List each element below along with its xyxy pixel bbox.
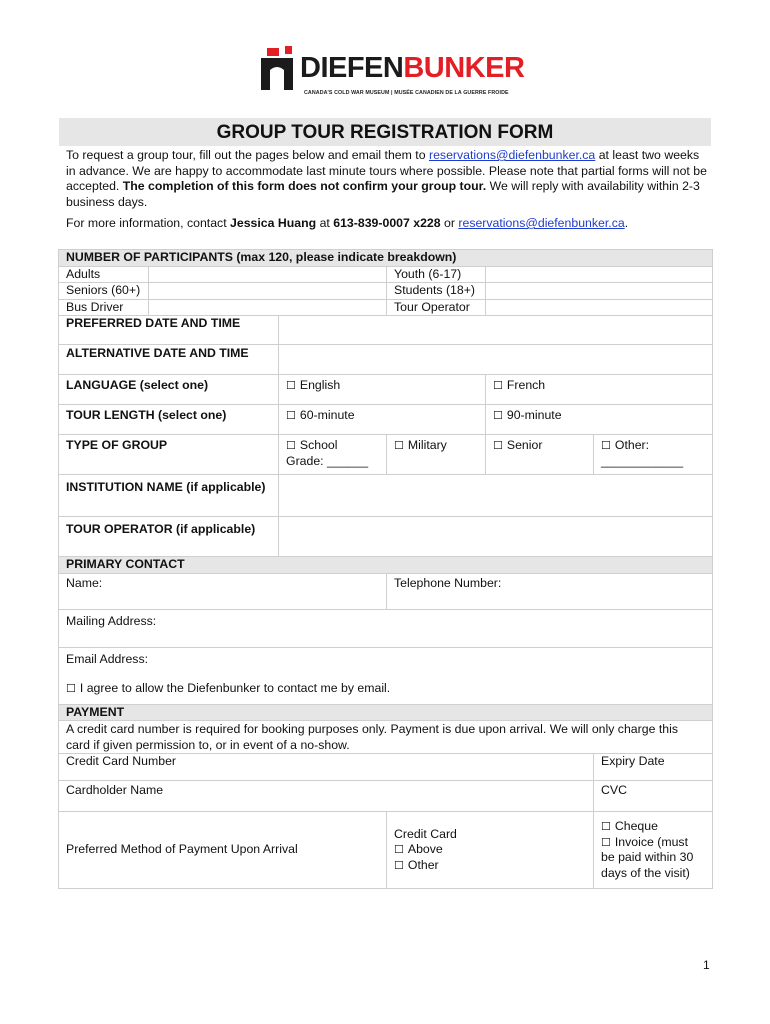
intro-paragraph-1 — [66, 148, 708, 210]
tour-length-label: TOUR LENGTH (select one) — [59, 405, 279, 435]
group-other-checkbox[interactable] — [594, 435, 713, 475]
group-school-label: School — [299, 438, 338, 452]
seniors-label: Seniors (60+) — [59, 283, 149, 300]
language-english-checkbox[interactable] — [279, 375, 486, 405]
tour-operator-count-label: Tour Operator — [387, 299, 486, 316]
preferred-date-input[interactable] — [279, 316, 713, 345]
credit-card-label: Credit Card — [394, 826, 457, 841]
cvc-field[interactable] — [594, 781, 713, 812]
intro-text-span: We will reply with availability within 2-3 business days. — [66, 179, 700, 209]
cardholder-name-field[interactable] — [59, 781, 594, 812]
adults-input[interactable] — [149, 266, 387, 283]
tour-90-minute-label: 90-minute — [506, 408, 562, 422]
logo-wordmark — [300, 54, 524, 83]
group-senior-label: Senior — [506, 438, 543, 452]
card-number-field[interactable] — [59, 754, 594, 781]
primary-contact-header: PRIMARY CONTACT — [59, 557, 713, 574]
email-consent-checkbox[interactable] — [66, 681, 705, 697]
contact-name-field[interactable] — [59, 573, 387, 609]
institution-label: INSTITUTION NAME (if applicable) — [59, 475, 279, 517]
cvc-label: CVC — [601, 783, 627, 797]
tour-60-minute-checkbox[interactable] — [279, 405, 486, 435]
group-other-line: ____________ — [601, 453, 684, 468]
bus-driver-input[interactable] — [149, 299, 387, 316]
bunker-building-icon — [258, 44, 298, 90]
expiry-date-label: Expiry Date — [601, 754, 665, 768]
email-address-label: Email Address: — [66, 651, 149, 666]
logo-brand-dark: DIEFEN — [300, 52, 404, 84]
invoice-label: Invoice (must be paid within 30 days of the visit) — [601, 834, 694, 880]
payment-note: A credit card number is required for booking purposes only. Payment is due upon arrival. We will only charge this card if given permission to, or in event of a no-show. — [59, 721, 713, 754]
invoice-checkbox[interactable] — [601, 835, 705, 882]
alternative-date-label: ALTERNATIVE DATE AND TIME — [59, 345, 279, 375]
seniors-input[interactable] — [149, 283, 387, 300]
above-label: Above — [407, 842, 443, 857]
tour-operator-input[interactable] — [279, 517, 713, 557]
email-address-field[interactable] — [59, 647, 713, 704]
bus-driver-label: Bus Driver — [59, 299, 149, 316]
group-military-checkbox[interactable] — [387, 435, 486, 475]
adults-label: Adults — [59, 266, 149, 283]
reservations-email-link-2[interactable]: reservations@diefenbunker.ca — [458, 216, 625, 230]
group-other-label: Other: — [614, 438, 650, 452]
alternative-date-input[interactable] — [279, 345, 713, 375]
logo-brand-red: BUNKER — [403, 52, 525, 84]
contact-name-label: Name: — [66, 575, 103, 590]
tour-90-minute-checkbox[interactable] — [486, 405, 713, 435]
form-title: GROUP TOUR REGISTRATION FORM — [59, 118, 711, 146]
intro-text-span: . — [624, 216, 629, 230]
intro-text — [66, 148, 708, 232]
group-senior-checkbox[interactable] — [486, 435, 594, 475]
contact-phone: 613-839-0007 x228 — [333, 216, 441, 230]
registration-form-table — [58, 249, 713, 889]
language-label: LANGUAGE (select one) — [59, 375, 279, 405]
payment-method-label: Preferred Method of Payment Upon Arrival — [59, 812, 387, 889]
tour-operator-label: TOUR OPERATOR (if applicable) — [59, 517, 279, 557]
youth-input[interactable] — [486, 266, 713, 283]
cheque-checkbox[interactable] — [601, 819, 705, 835]
mailing-address-field[interactable] — [59, 609, 713, 647]
intro-paragraph-2 — [66, 216, 708, 232]
contact-name: Jessica Huang — [230, 216, 317, 230]
payment-method-options-left — [387, 812, 594, 889]
diefenbunker-logo — [258, 42, 525, 102]
email-consent-label: I agree to allow the Diefenbunker to contact me by email. — [79, 681, 391, 695]
intro-text-span: For more information, contact — [66, 216, 231, 230]
payment-method-options-right — [594, 812, 713, 889]
contact-phone-field[interactable] — [387, 573, 713, 609]
students-label: Students (18+) — [387, 283, 486, 300]
intro-text-span: at least two weeks in advance. We are happy to accommodate last minute tours where possible. Please note that partial forms will not be accepted. — [66, 148, 707, 193]
cardholder-name-label: Cardholder Name — [66, 783, 164, 797]
card-number-label: Credit Card Number — [66, 754, 177, 768]
preferred-date-label: PREFERRED DATE AND TIME — [59, 316, 279, 345]
group-grade-field: Grade: ______ — [286, 453, 369, 468]
language-french-label: French — [506, 378, 546, 392]
credit-card-above-checkbox[interactable] — [394, 827, 586, 858]
payment-other-checkbox[interactable] — [394, 858, 586, 874]
cheque-label: Cheque — [614, 819, 658, 833]
contact-phone-label: Telephone Number: — [394, 575, 502, 590]
group-type-label: TYPE OF GROUP — [59, 435, 279, 475]
payment-other-label: Other — [407, 857, 439, 872]
expiry-date-field[interactable] — [594, 754, 713, 781]
payment-header: PAYMENT — [59, 704, 713, 721]
youth-label: Youth (6-17) — [387, 266, 486, 283]
group-military-label: Military — [407, 438, 447, 452]
intro-text-span: To request a group tour, fill out the pages below and email them to — [66, 148, 429, 162]
intro-text-span: or — [440, 216, 459, 230]
students-input[interactable] — [486, 283, 713, 300]
page-number: 1 — [703, 958, 710, 972]
logo-tagline: CANADA'S COLD WAR MUSEUM | MUSÉE CANADIEN DE LA GUERRE FROIDE — [304, 90, 509, 96]
language-english-label: English — [299, 378, 341, 392]
language-french-checkbox[interactable] — [486, 375, 713, 405]
reservations-email-link[interactable]: reservations@diefenbunker.ca — [428, 148, 596, 162]
tour-operator-count-input[interactable] — [486, 299, 713, 316]
institution-input[interactable] — [279, 475, 713, 517]
intro-text-span: at — [316, 216, 334, 230]
tour-60-minute-label: 60-minute — [299, 408, 355, 422]
mailing-address-label: Mailing Address: — [66, 613, 157, 628]
participants-header: NUMBER OF PARTICIPANTS (max 120, please indicate breakdown) — [59, 250, 713, 267]
intro-bold-notice: The completion of this form does not confirm your group tour. — [122, 179, 487, 193]
group-school-checkbox[interactable] — [279, 435, 387, 475]
